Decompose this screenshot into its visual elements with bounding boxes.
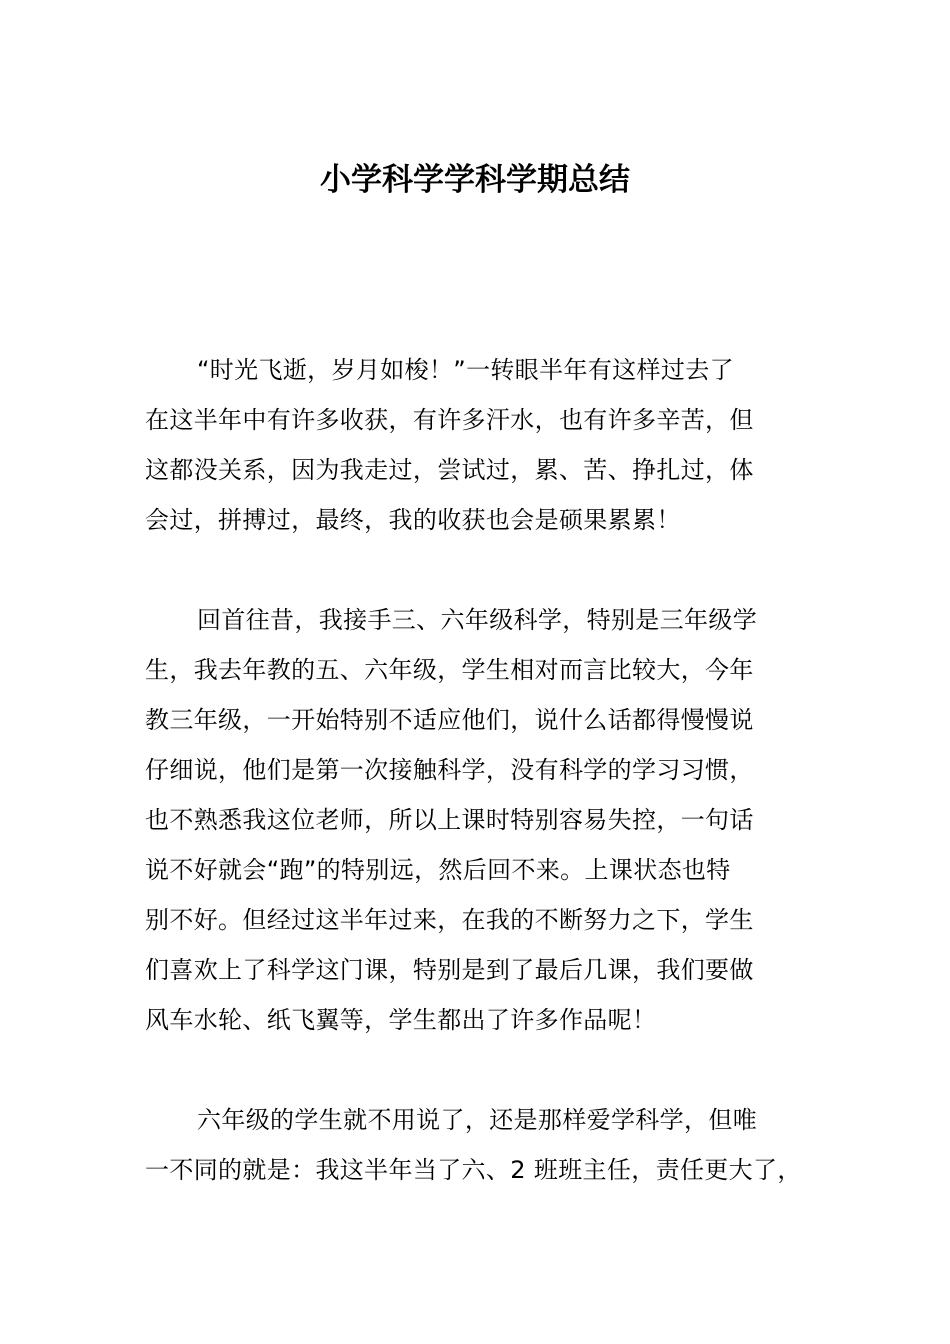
paragraph-line: 也不熟悉我这位老师，所以上课时特别容易失控，一句话	[145, 806, 754, 834]
paragraph-line: 这都没关系，因为我走过，尝试过，累、苦、挣扎过，体	[145, 456, 754, 484]
document-title: 小学科学学科学期总结	[320, 162, 630, 198]
paragraph-line: 会过，拼搏过，最终，我的收获也会是硕果累累！	[145, 506, 681, 534]
paragraph-line: 回首往昔，我接手三、六年级科学，特别是三年级学	[197, 606, 758, 634]
document-body	[145, 345, 835, 1245]
paragraph-line: 风车水轮、纸飞翼等，学生都出了许多作品呢！	[145, 1006, 657, 1034]
paragraph-line: 六年级的学生就不用说了，还是那样爱学科学，但唯	[197, 1106, 758, 1134]
paragraph-line: 教三年级，一开始特别不适应他们，说什么话都得慢慢说	[145, 706, 754, 734]
paragraph-line: “时光飞逝，岁月如梭！”一转眼半年有这样过去了	[197, 356, 734, 384]
paragraph-line: 生，我去年教的五、六年级，学生相对而言比较大，今年	[145, 656, 754, 684]
paragraph-line: 仔细说，他们是第一次接触科学，没有科学的学习习惯，	[145, 756, 754, 784]
paragraph-line: 一不同的就是：我这半年当了六、2 班班主任，责任更大了，	[145, 1156, 802, 1184]
paragraph-line: 们喜欢上了科学这门课，特别是到了最后几课，我们要做	[145, 956, 754, 984]
paragraph-line: 在这半年中有许多收获，有许多汗水，也有许多辛苦，但	[145, 406, 754, 434]
paragraph-2	[145, 595, 835, 1045]
paragraph-line: 说不好就会“跑”的特别远，然后回不来。上课状态也特	[145, 856, 731, 884]
paragraph-line: 别不好。但经过这半年过来，在我的不断努力之下，学生	[145, 906, 754, 934]
paragraph-1	[145, 345, 835, 545]
paragraph-3	[145, 1095, 835, 1195]
